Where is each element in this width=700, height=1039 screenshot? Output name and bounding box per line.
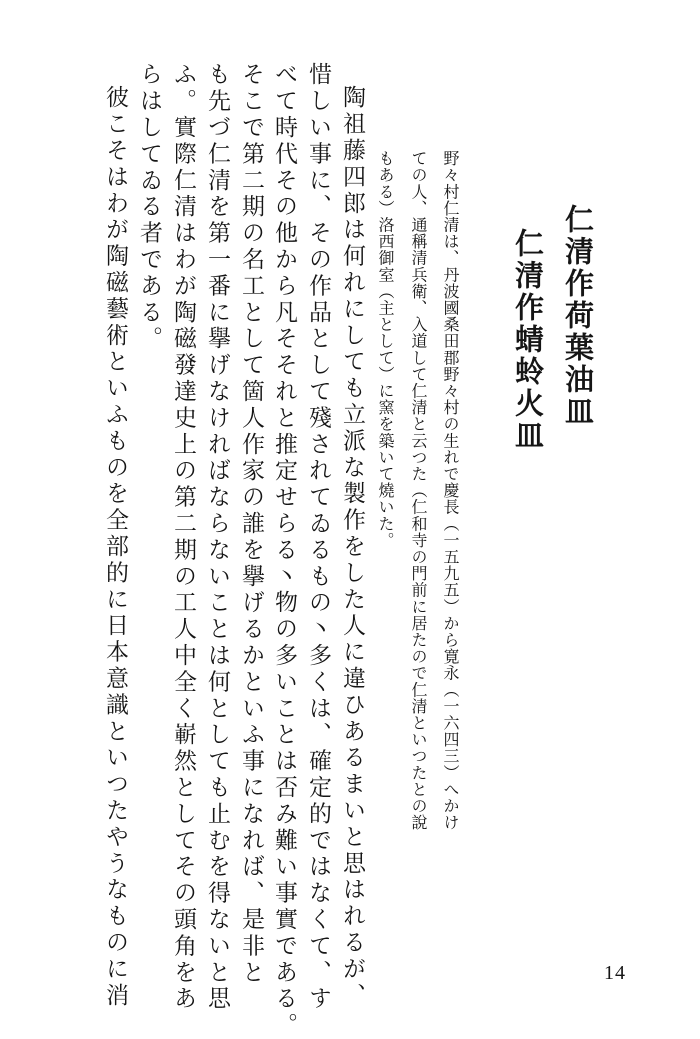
body-line: そこで第二期の名工として箇人作家の誰を擧げるかといふ事になれば、是非と [238,62,264,986]
body-line: ふ。實際仁清はわが陶磁發達史上の第二期の工人中全く嶄然としてその頭角をあ [170,62,196,1013]
body-line: 陶祖藤四郎は何れにしても立派な製作をした人に違ひあるまいと思はれるが、 [339,85,365,1009]
body-line: らはしてゐる者である。 [136,62,162,353]
body-line: も先づ仁清を第一番に擧げなければならないことは何としても止むを得ないと思 [204,62,230,1013]
body-line: 彼こそはわが陶磁藝術といふものを全部的に日本意識といつたやうなものに消 [102,85,128,1009]
page-number: 14 [604,962,626,984]
title-secondary: 仁清作蜻蛉火皿 [511,228,545,452]
note-line: 野々村仁清は、丹波國桑田郡野々村の生れで慶長（一五九五）から寛永（一六四三）へかけ [441,150,460,831]
title-primary: 仁清作荷葉油皿 [561,204,595,428]
note-line: もある）洛西御室（主として）に窯を築いて燒いた。 [376,150,395,549]
body-line: べて時代その他から凡そそれと推定せらる丶物の多いことは否み難い事實である。 [271,62,297,1039]
body-line: 惜しい事に、その作品として殘されてゐるもの丶多くは、確定的ではなくて、す [305,62,331,1013]
note-line: ての人、通稱清兵衛、入道して仁清と云つた（仁和寺の門前に居たので仁清といつたとの說 [409,150,428,831]
